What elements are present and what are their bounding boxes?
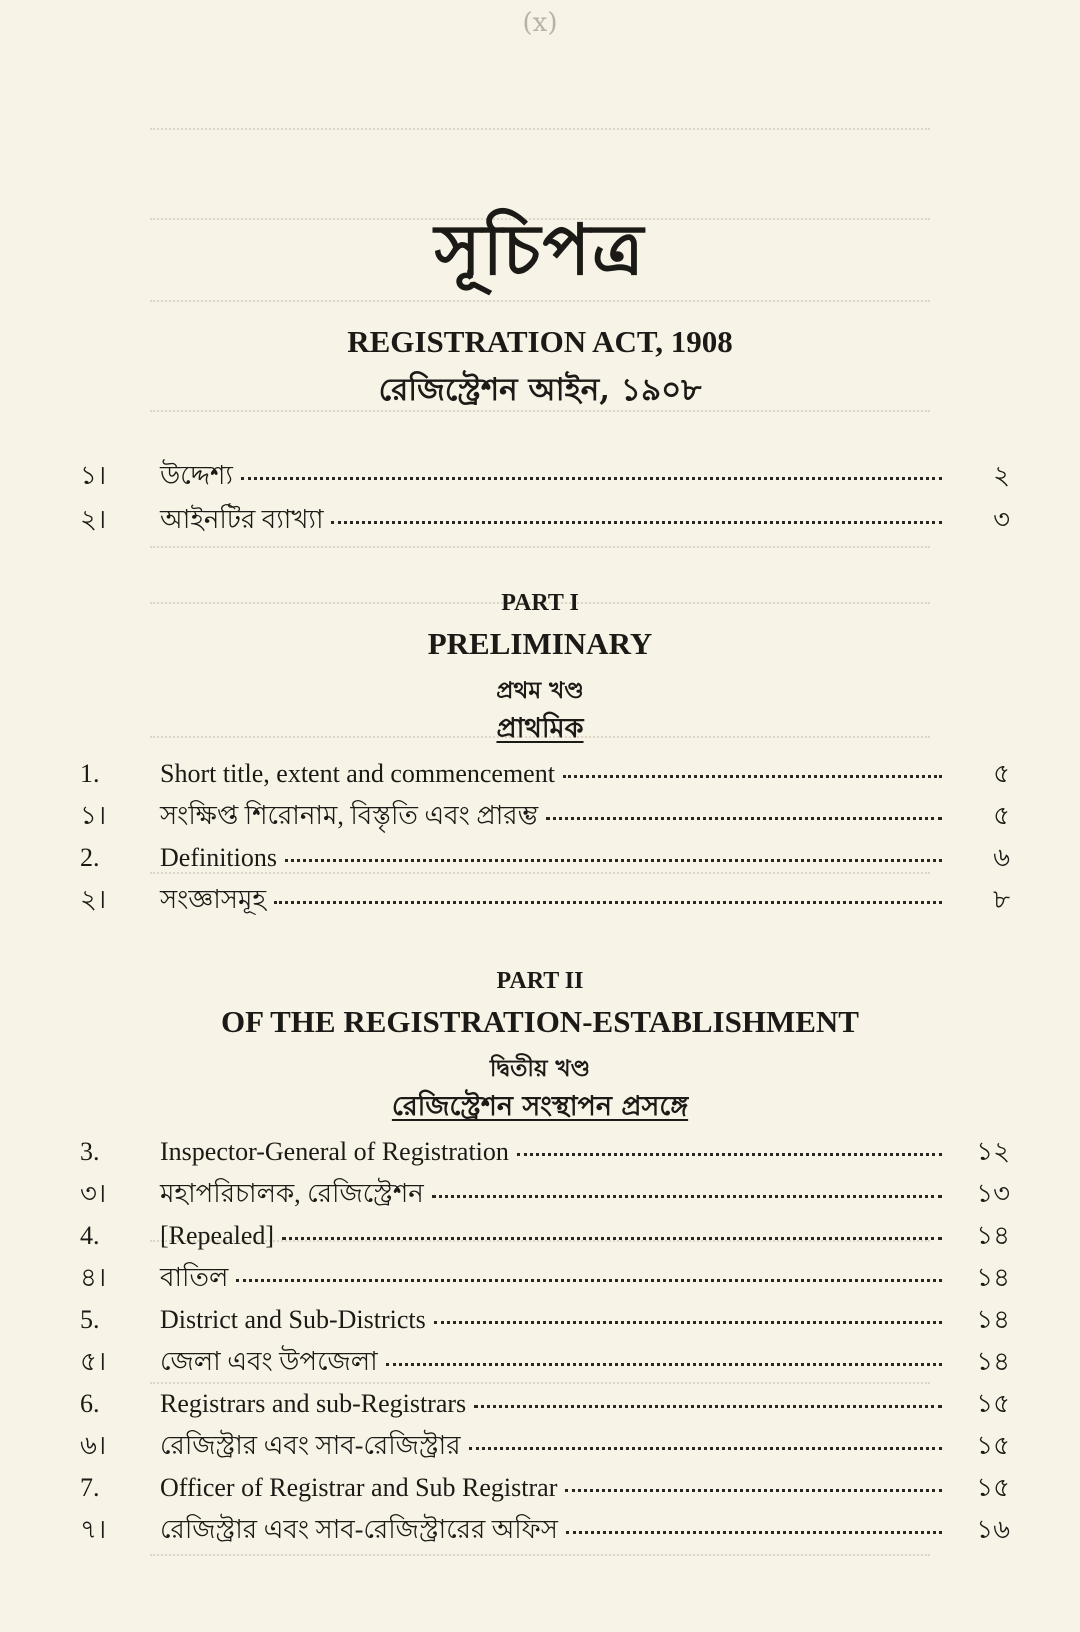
part1-label: PART I xyxy=(501,590,579,616)
toc-number: ৬। xyxy=(80,1431,107,1460)
toc-number: 3. xyxy=(80,1137,100,1166)
toc-row[interactable] xyxy=(80,1258,1010,1298)
toc-row[interactable] xyxy=(80,1510,1010,1550)
leader-dots xyxy=(469,1447,943,1450)
toc-title: আইনটির ব্যাখ্যা xyxy=(160,505,324,534)
leader-dots xyxy=(282,1237,942,1240)
toc-title: বাতিল xyxy=(160,1263,229,1292)
toc-title: উদ্দেশ্য xyxy=(160,461,233,490)
toc-title: মহাপরিচালক, রেজিস্ট্রেশন xyxy=(160,1179,424,1208)
toc-page: ৫ xyxy=(993,759,1010,788)
toc-number: 2. xyxy=(80,843,100,872)
toc-number: ২। xyxy=(80,885,107,914)
leader-dots xyxy=(241,477,942,480)
leader-dots xyxy=(236,1279,942,1282)
toc-title: Registrars and sub-Registrars xyxy=(160,1389,467,1418)
toc-number: ২। xyxy=(80,505,107,534)
toc-page: ১২ xyxy=(976,1137,1010,1166)
toc-row[interactable] xyxy=(80,880,1010,920)
toc-row[interactable] xyxy=(80,456,1010,496)
leader-dots xyxy=(517,1153,942,1156)
leader-dots xyxy=(474,1405,942,1408)
toc-page: ৬ xyxy=(993,843,1010,872)
part2-heading: OF THE REGISTRATION-ESTABLISHMENT xyxy=(221,1004,859,1039)
toc-title: জেলা এবং উপজেলা xyxy=(160,1347,378,1376)
toc-number: 6. xyxy=(80,1389,100,1418)
toc-title: District and Sub-Districts xyxy=(160,1305,426,1334)
toc-page: ১৫ xyxy=(976,1389,1010,1418)
toc-title: Inspector-General of Registration xyxy=(160,1137,509,1166)
toc-row[interactable] xyxy=(80,1174,1010,1214)
part2-heading-bn xyxy=(0,1086,1080,1131)
toc-page: ১৪ xyxy=(976,1347,1010,1376)
page-number: (x) xyxy=(522,8,558,38)
leader-dots xyxy=(566,1531,942,1534)
toc-page: ১৪ xyxy=(976,1263,1010,1292)
part1-label-bn: প্রথম খণ্ড xyxy=(496,677,584,704)
toc-title: Officer of Registrar and Sub Registrar xyxy=(160,1473,558,1502)
act-title-en: REGISTRATION ACT, 1908 xyxy=(347,324,733,359)
toc-row[interactable] xyxy=(80,1132,1010,1172)
toc-page: ১৩ xyxy=(976,1179,1010,1208)
toc-number: ৫। xyxy=(80,1347,107,1376)
toc-page: ১৬ xyxy=(976,1515,1010,1544)
part2-heading-bn-text: রেজিস্ট্রেশন সংস্থাপন প্রসঙ্গে xyxy=(391,1091,689,1122)
toc-row[interactable] xyxy=(80,1342,1010,1382)
act-title-bn: রেজিস্ট্রেশন আইন, ১৯০৮ xyxy=(378,372,702,408)
toc-page: ১৪ xyxy=(976,1221,1010,1250)
toc-title: Short title, extent and commencement xyxy=(160,759,555,788)
toc-page: ২ xyxy=(993,461,1010,490)
toc-number: ৭। xyxy=(80,1515,107,1544)
toc-row[interactable] xyxy=(80,1426,1010,1466)
part2-label-bn: দ্বিতীয় খণ্ড xyxy=(489,1055,591,1082)
toc-row[interactable] xyxy=(80,796,1010,836)
toc-title: রেজিস্ট্রার এবং সাব-রেজিস্ট্রার xyxy=(160,1431,461,1460)
toc-number: ৪। xyxy=(80,1263,107,1292)
toc-title: [Repealed] xyxy=(160,1221,275,1250)
leader-dots xyxy=(386,1363,942,1366)
part1-heading: PRELIMINARY xyxy=(427,626,653,661)
toc-number: 5. xyxy=(80,1305,100,1334)
toc-number: ১। xyxy=(80,801,107,830)
toc-row[interactable] xyxy=(80,1300,1010,1340)
leader-dots xyxy=(565,1489,942,1492)
toc-row[interactable] xyxy=(80,838,1010,878)
toc-number: 1. xyxy=(80,759,100,788)
leader-dots xyxy=(563,775,942,778)
leader-dots xyxy=(331,521,942,524)
toc-row[interactable] xyxy=(80,1216,1010,1256)
toc-row[interactable] xyxy=(80,1384,1010,1424)
toc-title: রেজিস্ট্রার এবং সাব-রেজিস্ট্রারের অফিস xyxy=(160,1515,558,1544)
toc-page: ৫ xyxy=(993,801,1010,830)
leader-dots xyxy=(432,1195,942,1198)
part1-heading-bn xyxy=(0,708,1080,753)
toc-row[interactable] xyxy=(80,754,1010,794)
toc-number: 4. xyxy=(80,1221,100,1250)
page-title: সূচিপত্র xyxy=(434,208,646,291)
toc-page: ৩ xyxy=(993,505,1010,534)
toc-page: ১৫ xyxy=(976,1473,1010,1502)
toc-title: Definitions xyxy=(160,843,277,872)
toc-page: ১৪ xyxy=(976,1305,1010,1334)
leader-dots xyxy=(285,859,942,862)
part1-heading-bn-text: প্রাথমিক xyxy=(496,713,584,744)
toc-page: ১৫ xyxy=(976,1431,1010,1460)
leader-dots xyxy=(274,901,942,904)
leader-dots xyxy=(546,817,942,820)
toc-number: 7. xyxy=(80,1473,100,1502)
toc-page: ৮ xyxy=(993,885,1010,914)
toc-number: ৩। xyxy=(80,1179,107,1208)
toc-row[interactable] xyxy=(80,1468,1010,1508)
part2-label: PART II xyxy=(496,968,584,994)
leader-dots xyxy=(434,1321,942,1324)
toc-title: সংক্ষিপ্ত শিরোনাম, বিস্তৃতি এবং প্রারম্ভ xyxy=(160,801,539,830)
toc-title: সংজ্ঞাসমূহ xyxy=(160,885,267,914)
toc-row[interactable] xyxy=(80,500,1010,540)
toc-number: ১। xyxy=(80,461,107,490)
